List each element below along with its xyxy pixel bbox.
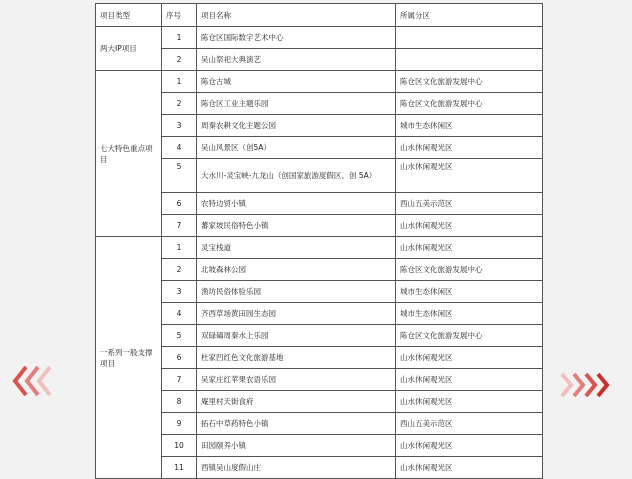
area-cell: 山水休闲观光区	[396, 237, 543, 259]
table-row	[96, 413, 543, 435]
seq-cell: 10	[162, 435, 197, 457]
table-row	[96, 391, 543, 413]
project-name-cell: 田园颐养小镇	[197, 435, 396, 457]
table-row	[96, 159, 543, 193]
table-row	[96, 115, 543, 137]
area-cell: 山水休闲观光区	[396, 215, 543, 237]
project-name-cell: 杜家凹红色文化旅游基地	[197, 347, 396, 369]
table-row	[96, 457, 543, 479]
prev-arrow-icon[interactable]	[10, 364, 70, 398]
project-name-cell: 吴山祭祀大典演艺	[197, 49, 396, 71]
header-row	[96, 4, 543, 27]
project-name-cell: 渔坊民俗体验乐园	[197, 281, 396, 303]
project-name-cell: 拓石中草药特色小镇	[197, 413, 396, 435]
seq-cell: 2	[162, 49, 197, 71]
table-row	[96, 369, 543, 391]
table-row	[96, 137, 543, 159]
project-name-cell: 齐西草场黄田园生态园	[197, 303, 396, 325]
project-name-cell: 农特边贸小镇	[197, 193, 396, 215]
seq-cell: 9	[162, 413, 197, 435]
seq-cell: 4	[162, 303, 197, 325]
header-name: 项目名称	[197, 4, 396, 27]
table-row	[96, 93, 543, 115]
project-name-cell: 蕃家坡民俗特色小镇	[197, 215, 396, 237]
table-row	[96, 237, 543, 259]
seq-cell: 11	[162, 457, 197, 479]
seq-cell: 1	[162, 237, 197, 259]
table-row	[96, 193, 543, 215]
table-row	[96, 325, 543, 347]
seq-cell: 5	[162, 325, 197, 347]
area-cell: 城市生态休闲区	[396, 115, 543, 137]
project-name-cell: 双碌碡周秦水上乐园	[197, 325, 396, 347]
area-cell: 山水休闲观光区	[396, 457, 543, 479]
group-type-cell: 七大特色重点项目	[96, 71, 162, 237]
area-cell: 西山五美示范区	[396, 413, 543, 435]
group-type-cell: 两大IP项目	[96, 27, 162, 71]
seq-cell: 2	[162, 259, 197, 281]
header-area: 所属分区	[396, 4, 543, 27]
table-row	[96, 347, 543, 369]
seq-cell: 2	[162, 93, 197, 115]
area-cell: 陈仓区文化旅游发展中心	[396, 71, 543, 93]
area-cell	[396, 49, 543, 71]
area-cell	[396, 27, 543, 49]
seq-cell: 3	[162, 281, 197, 303]
seq-cell: 6	[162, 193, 197, 215]
project-name-cell: 西镇吴山度假山庄	[197, 457, 396, 479]
seq-cell: 8	[162, 391, 197, 413]
project-name-cell: 庵里村天街食府	[197, 391, 396, 413]
area-cell: 城市生态休闲区	[396, 281, 543, 303]
project-table	[95, 3, 543, 479]
table-row	[96, 27, 543, 49]
project-name-cell: 陈仓古城	[197, 71, 396, 93]
table-row	[96, 49, 543, 71]
area-cell: 陈仓区文化旅游发展中心	[396, 93, 543, 115]
project-name-cell: 吴家庄红苹果农语乐园	[197, 369, 396, 391]
project-name-cell: 陈仓区国际数字艺术中心	[197, 27, 396, 49]
header-type: 项目类型	[96, 4, 162, 27]
area-cell: 山水休闲观光区	[396, 137, 543, 159]
seq-cell: 7	[162, 369, 197, 391]
next-arrow-shape	[558, 368, 618, 402]
prev-arrow-shape	[10, 364, 70, 398]
project-name-cell: 大水川-灵宝峡-九龙山（创国家旅游度假区、创 5A）	[197, 159, 396, 193]
area-cell: 山水休闲观光区	[396, 347, 543, 369]
area-cell: 陈仓区文化旅游发展中心	[396, 259, 543, 281]
area-cell: 山水休闲观光区	[396, 369, 543, 391]
seq-cell: 1	[162, 27, 197, 49]
next-arrow-icon[interactable]	[558, 368, 618, 402]
seq-cell: 6	[162, 347, 197, 369]
project-name-cell: 北坡森林公园	[197, 259, 396, 281]
table-row	[96, 435, 543, 457]
table-row	[96, 281, 543, 303]
seq-cell: 4	[162, 137, 197, 159]
project-name-cell: 灵宝栈道	[197, 237, 396, 259]
seq-cell: 1	[162, 71, 197, 93]
area-cell: 城市生态休闲区	[396, 303, 543, 325]
seq-cell: 5	[162, 159, 197, 193]
table-row	[96, 71, 543, 93]
project-name-cell: 吴山风景区（创5A）	[197, 137, 396, 159]
seq-cell: 7	[162, 215, 197, 237]
table-row	[96, 259, 543, 281]
area-cell: 西山五美示范区	[396, 193, 543, 215]
area-cell: 陈仓区文化旅游发展中心	[396, 325, 543, 347]
table-row	[96, 215, 543, 237]
group-type-cell: 一系列一般支撑项目	[96, 237, 162, 479]
area-cell: 山水休闲观光区	[396, 391, 543, 413]
project-name-cell: 陈仓区工业主题乐园	[197, 93, 396, 115]
area-cell: 山水休闲观光区	[396, 159, 543, 193]
project-name-cell: 周秦农耕文化主题公园	[197, 115, 396, 137]
table-row	[96, 303, 543, 325]
seq-cell: 3	[162, 115, 197, 137]
area-cell: 山水休闲观光区	[396, 435, 543, 457]
header-seq: 序号	[162, 4, 197, 27]
